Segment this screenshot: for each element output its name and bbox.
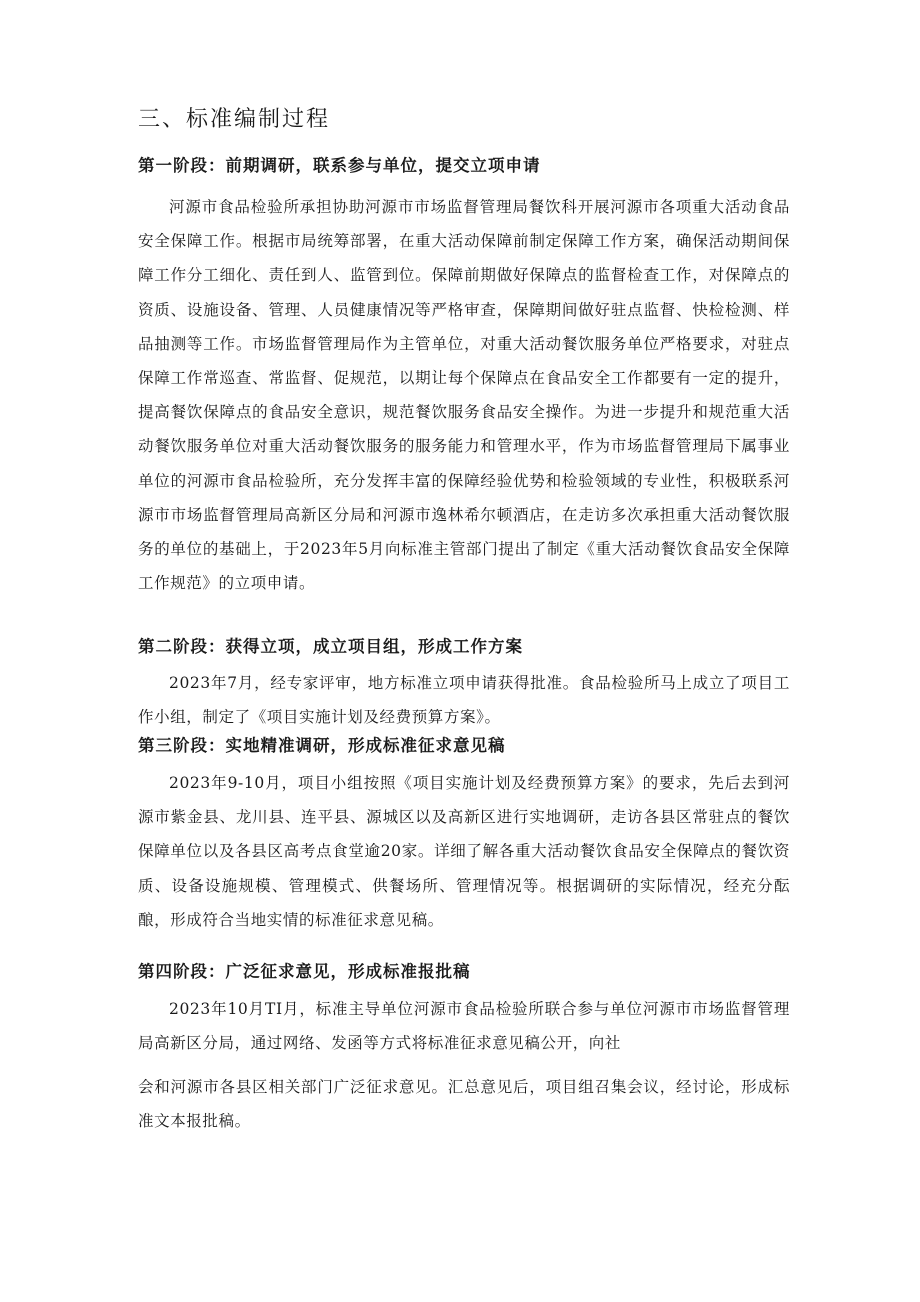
stage-3-heading: 第三阶段：实地精准调研，形成标准征求意见稿: [138, 736, 506, 755]
stage-4-heading: 第四阶段：广泛征求意见，形成标准报批稿: [138, 962, 471, 981]
stage-1-heading: 第一阶段：前期调研，联系参与单位，提交立项申请: [138, 156, 541, 175]
stage-2-heading: 第二阶段：获得立项，成立项目组，形成工作方案: [138, 637, 523, 656]
stage-4-paragraph-part1: 2023年10月TI月，标准主导单位河源市食品检验所联合参与单位河源市市场监督管理局高新区分局，通过网络、发函等方式将标准征求意见稿公开，向社: [138, 1000, 790, 1053]
section-title: 三、标准编制过程: [138, 107, 331, 132]
stage-4-paragraph-part2: 会和河源市各县区相关部门广泛征求意见。汇总意见后，项目组召集会议，经讨论，形成标准文本报批稿。: [138, 1078, 790, 1131]
stage-3-paragraph: 2023年9-10月，项目小组按照《项目实施计划及经费预算方案》的要求，先后去到河源市紫金县、龙川县、连平县、源城区以及高新区进行实地调研，走访各县区常驻点的餐饮保障单位以及各县区高考点食堂逾20家。详细了解各重大活动餐饮食品安全保障点的餐饮资质、设备设施规模、管理模式、供餐场所、管理情况等。根据调研的实际情况，经充分酝酿，形成符合当地实情的标准征求意见稿。: [138, 774, 790, 929]
stage-2-paragraph: 2023年7月，经专家评审，地方标准立项申请获得批准。食品检验所马上成立了项目工作小组，制定了《项目实施计划及经费预算方案》。: [138, 674, 790, 727]
stage-1-paragraph: 河源市食品检验所承担协助河源市市场监督管理局餐饮科开展河源市各项重大活动食品安全保障工作。根据市局统筹部署，在重大活动保障前制定保障工作方案，确保活动期间保障工作分工细化、责任到人、监管到位。保障前期做好保障点的监督检查工作，对保障点的资质、设施设备、管理、人员健康情况等严格审查，保障期间做好驻点监督、快检检测、样品抽测等工作。市场监督管理局作为主管单位，对重大活动餐饮服务单位严格要求，对驻点保障工作常巡查、常监督、促规范，以期让每个保障点在食品安全工作都要有一定的提升，提高餐饮保障点的食品安全意识，规范餐饮服务食品安全操作。为进一步提升和规范重大活动餐饮服务单位对重大活动餐饮服务的服务能力和管理水平，作为市场监督管理局下属事业单位的河源市食品检验所，充分发挥丰富的保障经验优势和检验领域的专业性，积极联系河源市市场监督管理局高新区分局和河源市逸林希尔顿酒店，在走访多次承担重大活动餐饮服务的单位的基础上，于2023年5月向标准主管部门提出了制定《重大活动餐饮食品安全保障工作规范》的立项申请。: [138, 198, 790, 593]
